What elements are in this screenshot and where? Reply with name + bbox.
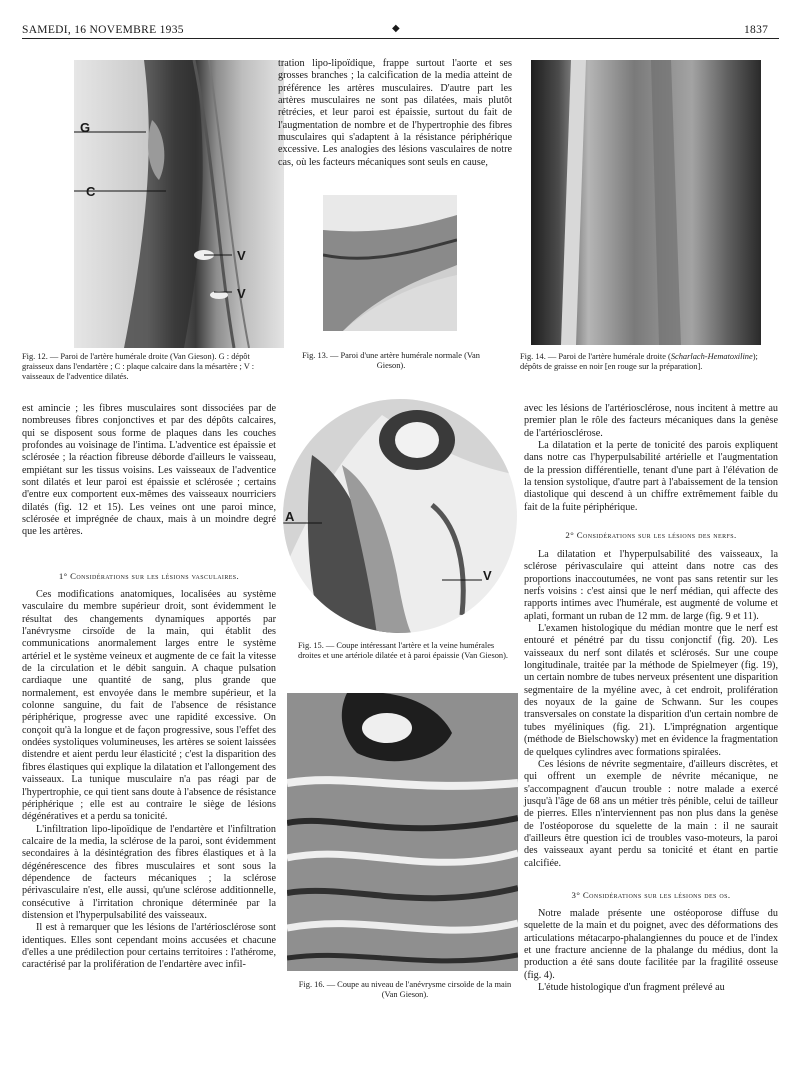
paragraph: Il est à remarquer que les lésions de l'artériosclérose sont identiques. Elles sont cependant moins accusées et chacune d'elles a une prédilection pour certains territoires : l'athérome, caractérisé par la prolifération de l'endartère avec infil-: [22, 922, 276, 971]
paragraph: Ces lésions de névrite segmentaire, d'ailleurs discrètes, et qui offrent un exemple de névrite mécanique, ne s'accompagnent d'aucun trouble : notre malade a exercé jusqu'à l'âge de 68 ans un métier très pénible, celui de tailleur de pierres. Elles n'interviennent pas non plus dans la genèse de l'ostéoporose du squelette de la main : il ne saurait d'ailleurs être question ici de troubles vaso-moteurs, la paroi des vaisseaux ayant perdu sa tonicité et étant en partie calcifiée.: [524, 758, 778, 869]
section-heading-vascular: 1° Considérations sur les lésions vasculaires.: [58, 571, 240, 581]
right-column-text-b: [524, 549, 778, 870]
paragraph: La dilatation et la perte de tonicité des parois expliquent dans notre cas l'hyperpulsabilité artérielle et l'augmentation de la pression différentielle, tenant d'une part à l'élévation de la tension systolique, d'autre part à l'abaissement de la tension diastolique qui descend à un chiffre extrêmement faible du fait de la fuite périphérique.: [524, 440, 778, 513]
figure-12-caption-title: Fig. 12. — Paroi de l'artère humérale droite (Van Gieson).: [22, 352, 217, 361]
paragraph: Ces modifications anatomiques, localisées au système vasculaire du membre supérieur droit, sont évidemment le résultat des changements dynamiques apportés par l'anévrysme cirsoïde de la main, qui établit des communications anormalement larges entre le système artériel et le système veineux et augmente de ce fait la vitesse de la circulation et le débit sanguin. A chaque pulsation cardiaque une quantité de sang, plus grande que normalement, est envoyée dans le membre supérieur, et la colonne sanguine, du fait de l'absence de résistance périphérique, progresse avec une rapidité excessive. On conçoit qu'à la longue et de façon progressive, sous l'effet des ondées systoliques volumineuses, les artères se soient laissées distendre et aient perdu leur élasticité ; c'est la disparition des fibres élastiques qui explique la dilatation et l'allongement des vaisseaux. La tunique musculaire n'a pas réagi par de l'hypertrophie, ce qui tient sans doute à l'absence de résistance périphérique ; elle est au contraire le siège de lésions dégénératives et a perdu sa tonicité.: [22, 589, 276, 823]
header-ornament: ◆: [392, 23, 400, 34]
figure-12-label-v1: V: [237, 248, 246, 263]
section-heading-nerves: 2° Considérations sur les lésions des nerfs.: [565, 530, 737, 540]
figure-14-caption: [520, 352, 770, 372]
running-header-date: SAMEDI, 16 NOVEMBRE 1935: [22, 24, 184, 36]
section-heading-bones: 3° Considérations sur les lésions des os.: [571, 890, 731, 900]
figure-15-label-v: V: [483, 568, 492, 583]
paragraph: tration lipo-lipoïdique, frappe surtout l'aorte et ses grosses branches ; la calcification de la media atteint de préférence les artères musculaires. D'autre part les artères musculaires ne sont pas dilatées, mais plutôt rétrécies, et leur paroi est épaissie, surtout du fait de l'augmentation de nombre et de l'hypertrophie des fibres musculaires qui s'adaptent à la résistance périphérique excessive. Les analogies des lésions vasculaires de notre cas, où les facteurs mécaniques sont seuls en cause,: [278, 58, 512, 168]
paragraph: avec les lésions de l'artériosclérose, nous incitent à mettre au premier plan le rôle des facteurs mécaniques dans la genèse de l'artériosclérose.: [524, 403, 778, 439]
paragraph: La dilatation et l'hyperpulsabilité des vaisseaux, la sclérose périvasculaire qui atteint dans notre cas des proportions inaccoutumées, ne vont pas sans retentir sur les nerfs voisins : c'est ainsi que le nerf médian, qui affecte des rapports intimes avec l'humérale, est augmenté de volume et aplati, formant un ruban de 12 mm. de large (fig. 9 et 11).: [524, 549, 778, 622]
right-column-text-c: [524, 908, 778, 994]
paragraph: L'infiltration lipo-lipoïdique de l'endartère et l'infiltration calcaire de la media, la sclérose de la paroi, sont évidemment secondaires à la désintégration des fibres élastiques et à la dégénérescence des fibres musculaires et sont sous la dépendence de facteurs mécaniques ; la sclérose périvasculaire n'est, elle aussi, qu'une sclérose additionnelle, consécutive à l'irritation chronique déterminée par la distension et l'hyperpulsabilité des vaisseaux.: [22, 823, 276, 921]
figure-12-micrograph: [74, 60, 284, 348]
figure-12-label-g: G: [80, 120, 91, 135]
left-column-text-b: [22, 589, 276, 972]
paragraph: L'examen histologique du médian montre que le nerf est entouré et pénétré par du tissu conjonctif (fig. 20). Les vaisseaux du nerf sont dilatés et sclérosés. Sur une coupe longitudinale, traitée par la méthode de Spielmeyer (fig. 19), un certain nombre de tubes nerveux présentent une disparition segmentaire de la myéline avec, à cet endroit, prolifération des noyaux de la gaine de Schwann. Sur les coupes transversales on constate la disparition d'un certain nombre de tubes myéliniques (fig. 21). L'imprégnation argentique (méthode de Bielschowsky) met en évidence la fragmentation de quelques cylindres avec formations spiralées.: [524, 623, 778, 758]
figure-16-caption: Fig. 16. — Coupe au niveau de l'anévrysme cirsoïde de la main (Van Gieson).: [298, 980, 512, 999]
figure-12-label-c: C: [86, 184, 96, 199]
figure-12-caption-body: G : dépôt graisseux dans l'endartère ; C : plaque calcaire dans la mésartère ; V : vaisseaux de l'adventice dilatés.: [22, 352, 255, 381]
figure-13-micrograph: [323, 195, 457, 331]
figure-15-label-a: A: [285, 509, 295, 524]
figure-16-micrograph: [287, 693, 518, 971]
figure-14-caption-b: ); dépôts de graisse en noir [en rouge sur la préparation].: [520, 352, 758, 371]
paragraph: Notre malade présente une ostéoporose diffuse du squelette de la main et du poignet, avec des déformations des articulations métacarpo-phalangiennes du pouce et de l'index et une fracture ancienne de la phalange du médius, dont la production a été sans doute facilitée par la fragilité osseuse (fig. 4).: [524, 908, 778, 981]
middle-column-top-text: [278, 58, 512, 169]
left-column-text-a: [22, 403, 276, 539]
figure-14-micrograph: [531, 60, 761, 345]
figure-14-caption-stain: Scharlach-Hematoxiline: [670, 352, 753, 361]
figure-15-caption: Fig. 15. — Coupe intéressant l'artère et la veine humérales droites et une artériole dilatée et à paroi épaissie (Van Gieson).: [298, 641, 508, 660]
header-rule: [22, 38, 779, 39]
paragraph: est amincie ; les fibres musculaires sont dissociées par de nombreuses fibres conjonctives et par des dépôts calcaires, qui se disposent sous forme de plaques dans les couches profondes au voisinage de l'intima. L'adventice est épaissie et sclérosée ; la réaction fibreuse déborde d'ailleurs le vaisseau, empiétant sur les tissus voisins. Les vaisseaux de l'adventice sont dilatés et leur paroi est épaissie et sclérosée ; certains d'entre eux comportent eux-mêmes des vaisseaux nourriciers dilatés (fig. 12 et 15). Les veines ont une paroi mince, sclérosée et imprégnée de chaux, mais à un moindre degré que les artères.: [22, 403, 276, 538]
right-column-text-a: [524, 403, 778, 514]
figure-13-caption: Fig. 13. — Paroi d'une artère humérale normale (Van Gieson).: [302, 351, 480, 370]
paragraph: L'étude histologique d'un fragment prélevé au: [538, 982, 725, 994]
page-number: 1837: [744, 24, 769, 36]
figure-14-caption-a: Fig. 14. — Paroi de l'artère humérale droite (: [520, 352, 671, 361]
figure-12-caption: [22, 352, 276, 382]
figure-15-micrograph: [282, 395, 518, 635]
figure-12-label-v2: V: [237, 286, 246, 301]
